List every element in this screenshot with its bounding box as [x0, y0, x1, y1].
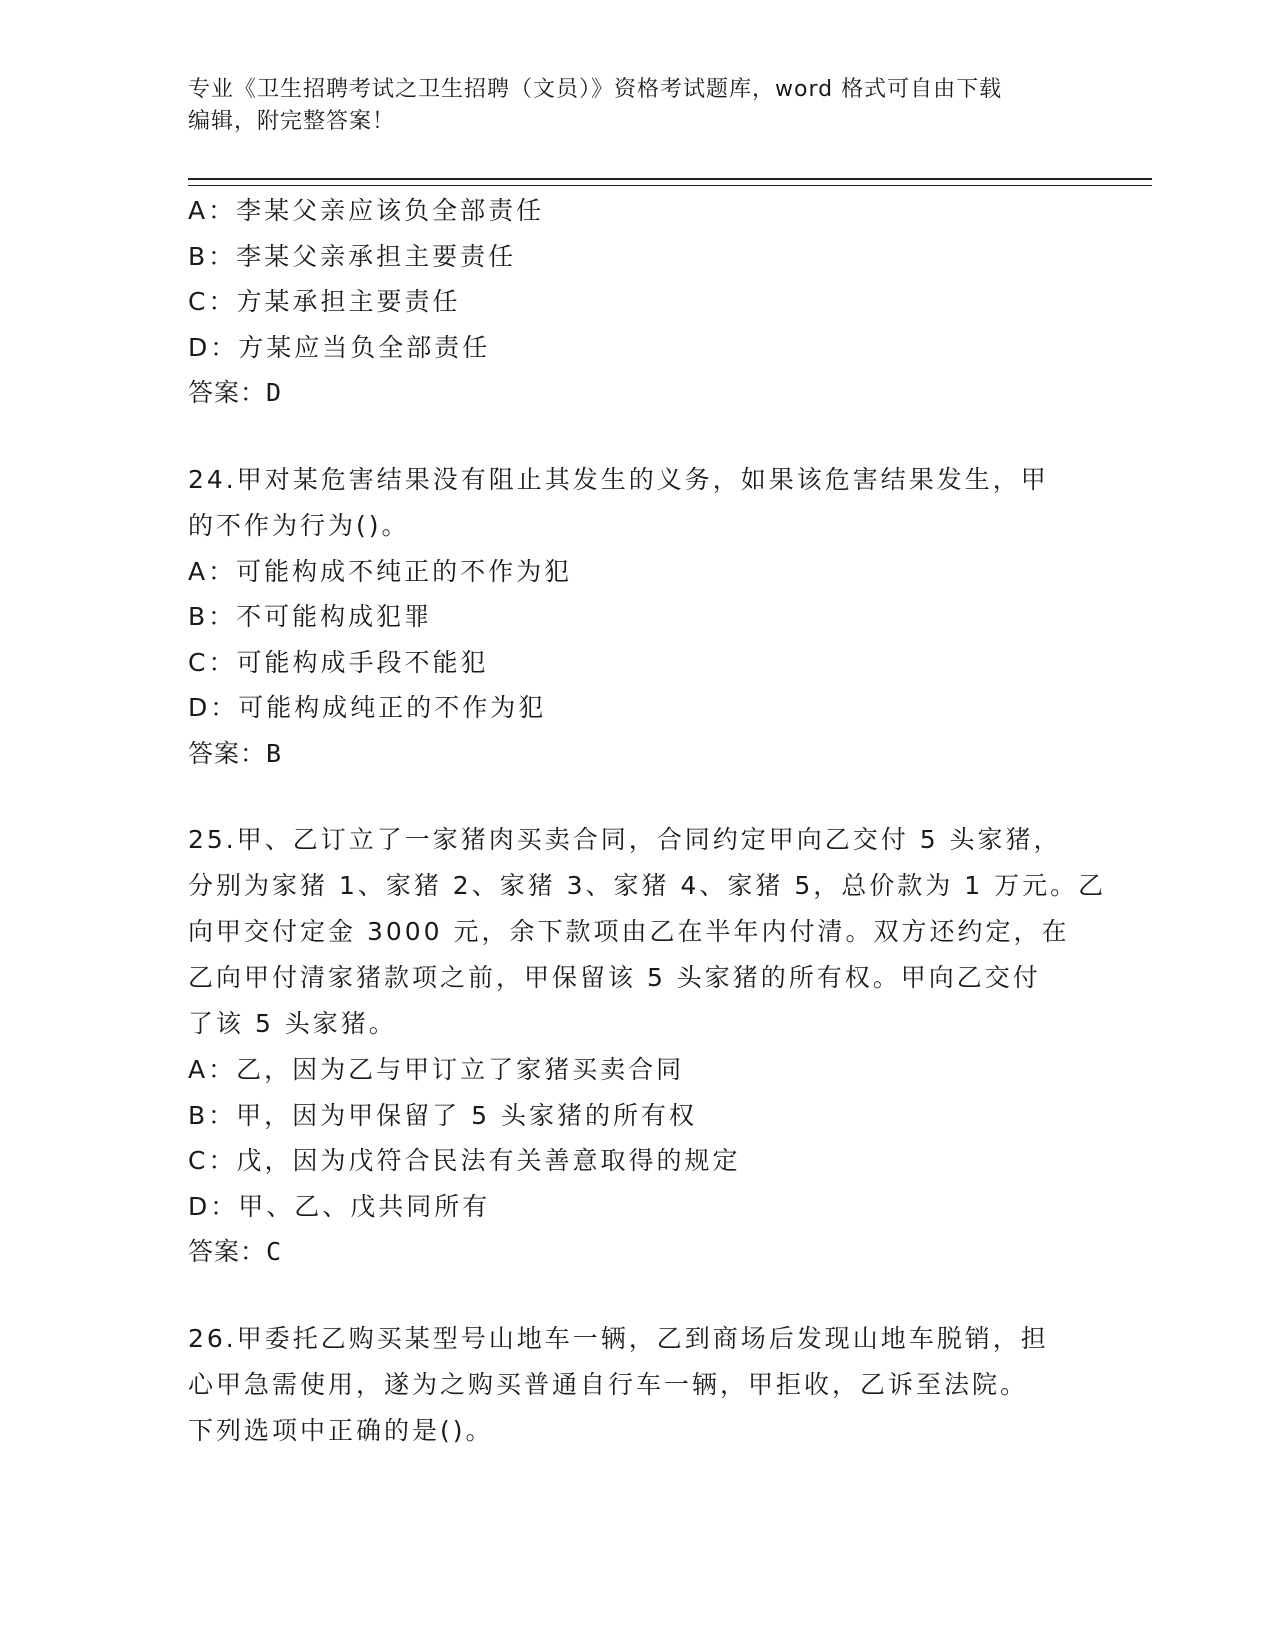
answer-label: 答案： [188, 1237, 267, 1266]
answer-label: 答案： [188, 738, 267, 768]
question-stem-line: 分别为家猪 1、家猪 2、家猪 3、家猪 4、家猪 5，总价款为 1 万元。乙 [188, 871, 1107, 900]
option-a: A：乙，因为乙与甲订立了家猪买卖合同 [188, 1055, 685, 1084]
option-d: D：方某应当负全部责任 [188, 332, 491, 362]
option-a: A：李某父亲应该负全部责任 [188, 196, 545, 225]
option-b: B：李某父亲承担主要责任 [188, 241, 517, 271]
header-divider [188, 178, 1152, 186]
question-25 [188, 817, 1107, 1275]
answer-value: D [266, 378, 283, 407]
page-header [188, 74, 1088, 138]
question-stem-line: 25.甲、乙订立了一家猪肉买卖合同，合同约定甲向乙交付 5 头家猪， [188, 825, 1062, 854]
option-c: C：方某承担主要责任 [188, 287, 461, 316]
answer-line [188, 731, 1088, 777]
header-line-2: 编辑，附完整答案！ [188, 109, 396, 134]
answer-value: B [266, 738, 283, 768]
answer-label: 答案： [188, 378, 267, 407]
question-stem-line: 24.甲对某危害结果没有阻止其发生的义务，如果该危害结果发生，甲 [188, 464, 1049, 494]
question-stem-line: 的不作为行为()。 [188, 510, 410, 540]
question-stem-line: 心甲急需使用，遂为之购买普通自行车一辆，甲拒收，乙诉至法院。 [188, 1369, 1029, 1399]
answer-value: C [266, 1237, 283, 1266]
option-b: B：不可能构成犯罪 [188, 602, 433, 631]
option-b: B：甲，因为甲保留了 5 头家猪的所有权 [188, 1100, 697, 1130]
option-d: D：可能构成纯正的不作为犯 [188, 693, 547, 722]
option-c: C：戊，因为戊符合民法有关善意取得的规定 [188, 1146, 741, 1175]
option-d: D：甲、乙、戊共同所有 [188, 1191, 491, 1221]
question-stem-line: 26.甲委托乙购买某型号山地车一辆，乙到商场后发现山地车脱销，担 [188, 1323, 1049, 1353]
question-stem-line: 下列选项中正确的是()。 [188, 1415, 494, 1445]
question-stem-line: 向甲交付定金 3000 元，余下款项由乙在半年内付清。双方还约定，在 [188, 917, 1070, 946]
question-stem-line: 乙向甲付清家猪款项之前，甲保留该 5 头家猪的所有权。甲向乙交付 [188, 963, 1041, 992]
question-26 [188, 1316, 1088, 1454]
question-23-tail [188, 188, 1088, 416]
question-stem-line: 了该 5 头家猪。 [188, 1009, 397, 1038]
document-body [188, 188, 1107, 1454]
answer-line [188, 1229, 1088, 1275]
header-line-1: 专业《卫生招聘考试之卫生招聘（文员）》资格考试题库，word 格式可自由下载 [188, 77, 1003, 102]
option-a: A：可能构成不纯正的不作为犯 [188, 556, 573, 586]
answer-line [188, 370, 1088, 416]
option-c: C：可能构成手段不能犯 [188, 647, 489, 677]
question-24 [188, 457, 1088, 777]
